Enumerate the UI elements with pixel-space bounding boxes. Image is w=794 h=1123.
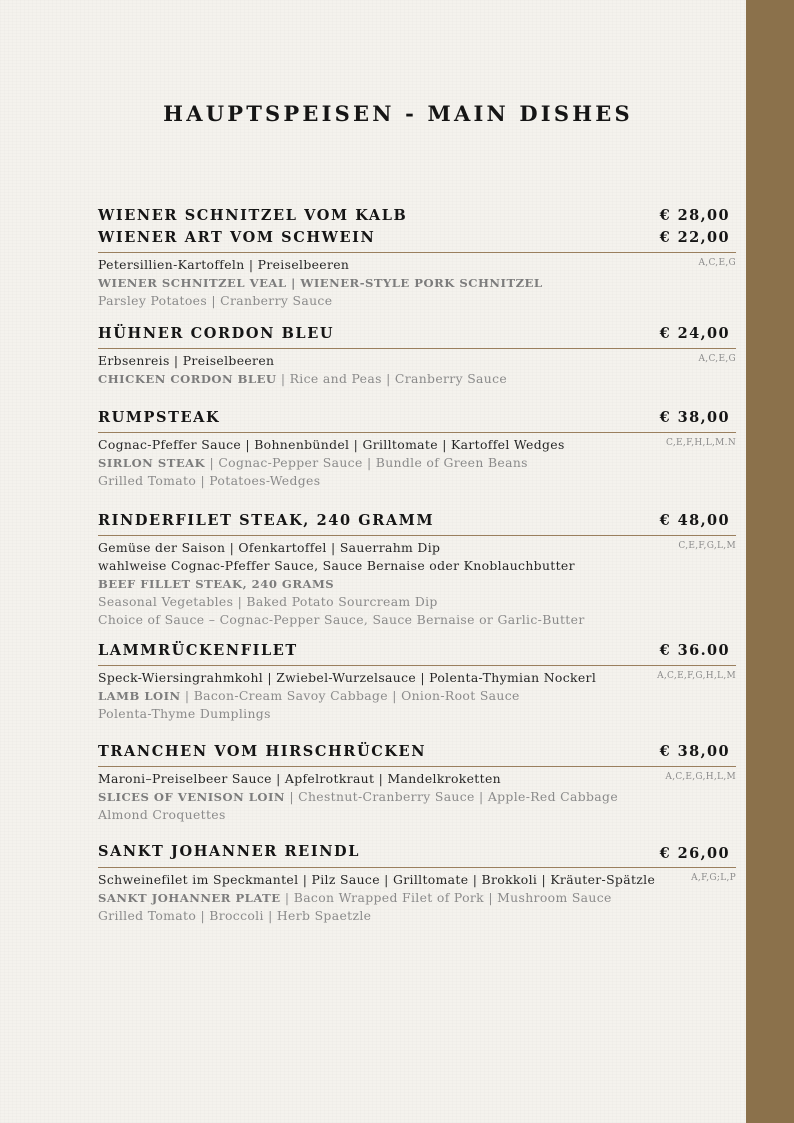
- dish-hirschruecken: [98, 743, 736, 824]
- dish-header: [98, 325, 736, 347]
- dish-name-en: SIRLON STEAK: [98, 456, 206, 470]
- dish-name: SANKT JOHANNER REINDL: [98, 843, 361, 860]
- dish-name: RINDERFILET STEAK, 240 GRAMM: [98, 512, 435, 529]
- dish-wiener-schnitzel: [98, 207, 736, 310]
- description-en-line: [98, 889, 736, 907]
- dish-name-secondary: WIENER ART VOM SCHWEIN: [98, 229, 376, 246]
- page-title: HAUPTSPEISEN - MAIN DISHES: [163, 101, 633, 126]
- dish-price: € 38,00: [659, 409, 730, 426]
- dish-rumpsteak: [98, 409, 736, 490]
- dish-header-secondary: [98, 229, 736, 251]
- divider: [98, 535, 736, 536]
- dish-name: RUMPSTEAK: [98, 409, 221, 426]
- dish-price: € 26,00: [659, 845, 730, 862]
- dish-header: [98, 843, 736, 865]
- dish-header: [98, 512, 736, 534]
- description-en-2: Choice of Sauce – Cognac-Pepper Sauce, Sauce Bernaise or Garlic-Butter: [98, 612, 585, 627]
- description-en-line: [98, 687, 736, 705]
- allergen-codes: C,E,F,G,L,M: [678, 541, 736, 551]
- dish-lammrueckenfilet: [98, 642, 736, 723]
- allergen-codes: A,C,E,G: [698, 258, 736, 268]
- description-en: Seasonal Vegetables | Baked Potato Sourcream Dip: [98, 594, 438, 609]
- divider: [98, 665, 736, 666]
- allergen-codes: A,C,E,G,H,L,M: [665, 772, 736, 782]
- dish-name-en: SANKT JOHANNER PLATE: [98, 891, 281, 905]
- dish-header: [98, 642, 736, 664]
- dish-price: € 36.00: [659, 642, 730, 659]
- description-en-line: [98, 788, 736, 806]
- description-de: Gemüse der Saison | Ofenkartoffel | Sauerrahm Dip C,E,F,G,L,M: [98, 540, 736, 555]
- description-de: Erbsenreis | Preiselbeeren A,C,E,G: [98, 353, 736, 368]
- dish-header: [98, 743, 736, 765]
- divider: [98, 867, 736, 868]
- divider: [98, 348, 736, 349]
- divider: [98, 766, 736, 767]
- description-de-2: wahlweise Cognac-Pfeffer Sauce, Sauce Bernaise oder Knoblauchbutter: [98, 558, 575, 573]
- dish-name: WIENER SCHNITZEL VOM KALB: [98, 207, 408, 224]
- divider: [98, 252, 736, 253]
- dish-name-en: SLICES OF VENISON LOIN: [98, 790, 286, 804]
- description-de: Petersillien-Kartoffeln | Preiselbeeren A,C,E,G: [98, 257, 736, 272]
- dish-name-en: LAMB LOIN: [98, 689, 181, 703]
- dish-price: € 38,00: [659, 743, 730, 760]
- dish-cordon-bleu: [98, 325, 736, 388]
- dish-header: [98, 409, 736, 431]
- description-de: Schweinefilet im Speckmantel | Pilz Sauce | Grilltomate | Brokkoli | Kräuter-Spätzle A,F,G;L,P: [98, 872, 736, 887]
- description-de: Speck-Wiersingrahmkohl | Zwiebel-Wurzelsauce | Polenta-Thymian Nockerl A,C,E,F,G,H,L,M: [98, 670, 736, 685]
- description-en-line: [98, 454, 736, 472]
- dish-price-secondary: € 22,00: [659, 229, 730, 246]
- description-en: | Bacon-Cream Savoy Cabbage | Onion-Root Sauce: [180, 688, 520, 703]
- dish-name: HÜHNER CORDON BLEU: [98, 325, 335, 342]
- allergen-codes: A,C,E,G: [698, 354, 736, 364]
- description-en: | Cognac-Pepper Sauce | Bundle of Green Beans: [205, 455, 528, 470]
- decorative-sidebar: [746, 0, 794, 1123]
- description-en: | Chestnut-Cranberry Sauce | Apple-Red Cabbage: [285, 789, 618, 804]
- dish-sankt-johanner-reindl: [98, 843, 736, 925]
- dish-name-en: WIENER SCHNITZEL VEAL | WIENER-STYLE PORK SCHNITZEL: [98, 276, 543, 290]
- description-en: Parsley Potatoes | Cranberry Sauce: [98, 293, 333, 308]
- description-en: | Bacon Wrapped Filet of Pork | Mushroom Sauce: [280, 890, 612, 905]
- dish-header: [98, 207, 736, 229]
- description-en-2: Grilled Tomato | Broccoli | Herb Spaetzle: [98, 908, 372, 923]
- dish-price: € 24,00: [659, 325, 730, 342]
- dish-price: € 28,00: [659, 207, 730, 224]
- divider: [98, 432, 736, 433]
- description-de: Cognac-Pfeffer Sauce | Bohnenbündel | Grilltomate | Kartoffel Wedges C,E,F,H,L,M.N: [98, 437, 736, 452]
- description-en-2: Grilled Tomato | Potatoes-Wedges: [98, 473, 321, 488]
- allergen-codes: C,E,F,H,L,M.N: [666, 438, 736, 448]
- dish-price: € 48,00: [659, 512, 730, 529]
- description-de: Maroni–Preiselbeer Sauce | Apfelrotkraut | Mandelkroketten A,C,E,G,H,L,M: [98, 771, 736, 786]
- dish-name-en: BEEF FILLET STEAK, 240 GRAMS: [98, 577, 335, 591]
- description-en-line: [98, 370, 736, 388]
- allergen-codes: A,C,E,F,G,H,L,M: [657, 671, 736, 681]
- dish-name: TRANCHEN VOM HIRSCHRÜCKEN: [98, 743, 427, 760]
- description-en: | Rice and Peas | Cranberry Sauce: [276, 371, 508, 386]
- dish-name-en: CHICKEN CORDON BLEU: [98, 372, 277, 386]
- allergen-codes: A,F,G;L,P: [691, 873, 736, 883]
- dish-name: LAMMRÜCKENFILET: [98, 642, 298, 659]
- dish-rinderfilet: [98, 512, 736, 629]
- description-en-2: Polenta-Thyme Dumplings: [98, 706, 271, 721]
- description-en-2: Almond Croquettes: [98, 807, 226, 822]
